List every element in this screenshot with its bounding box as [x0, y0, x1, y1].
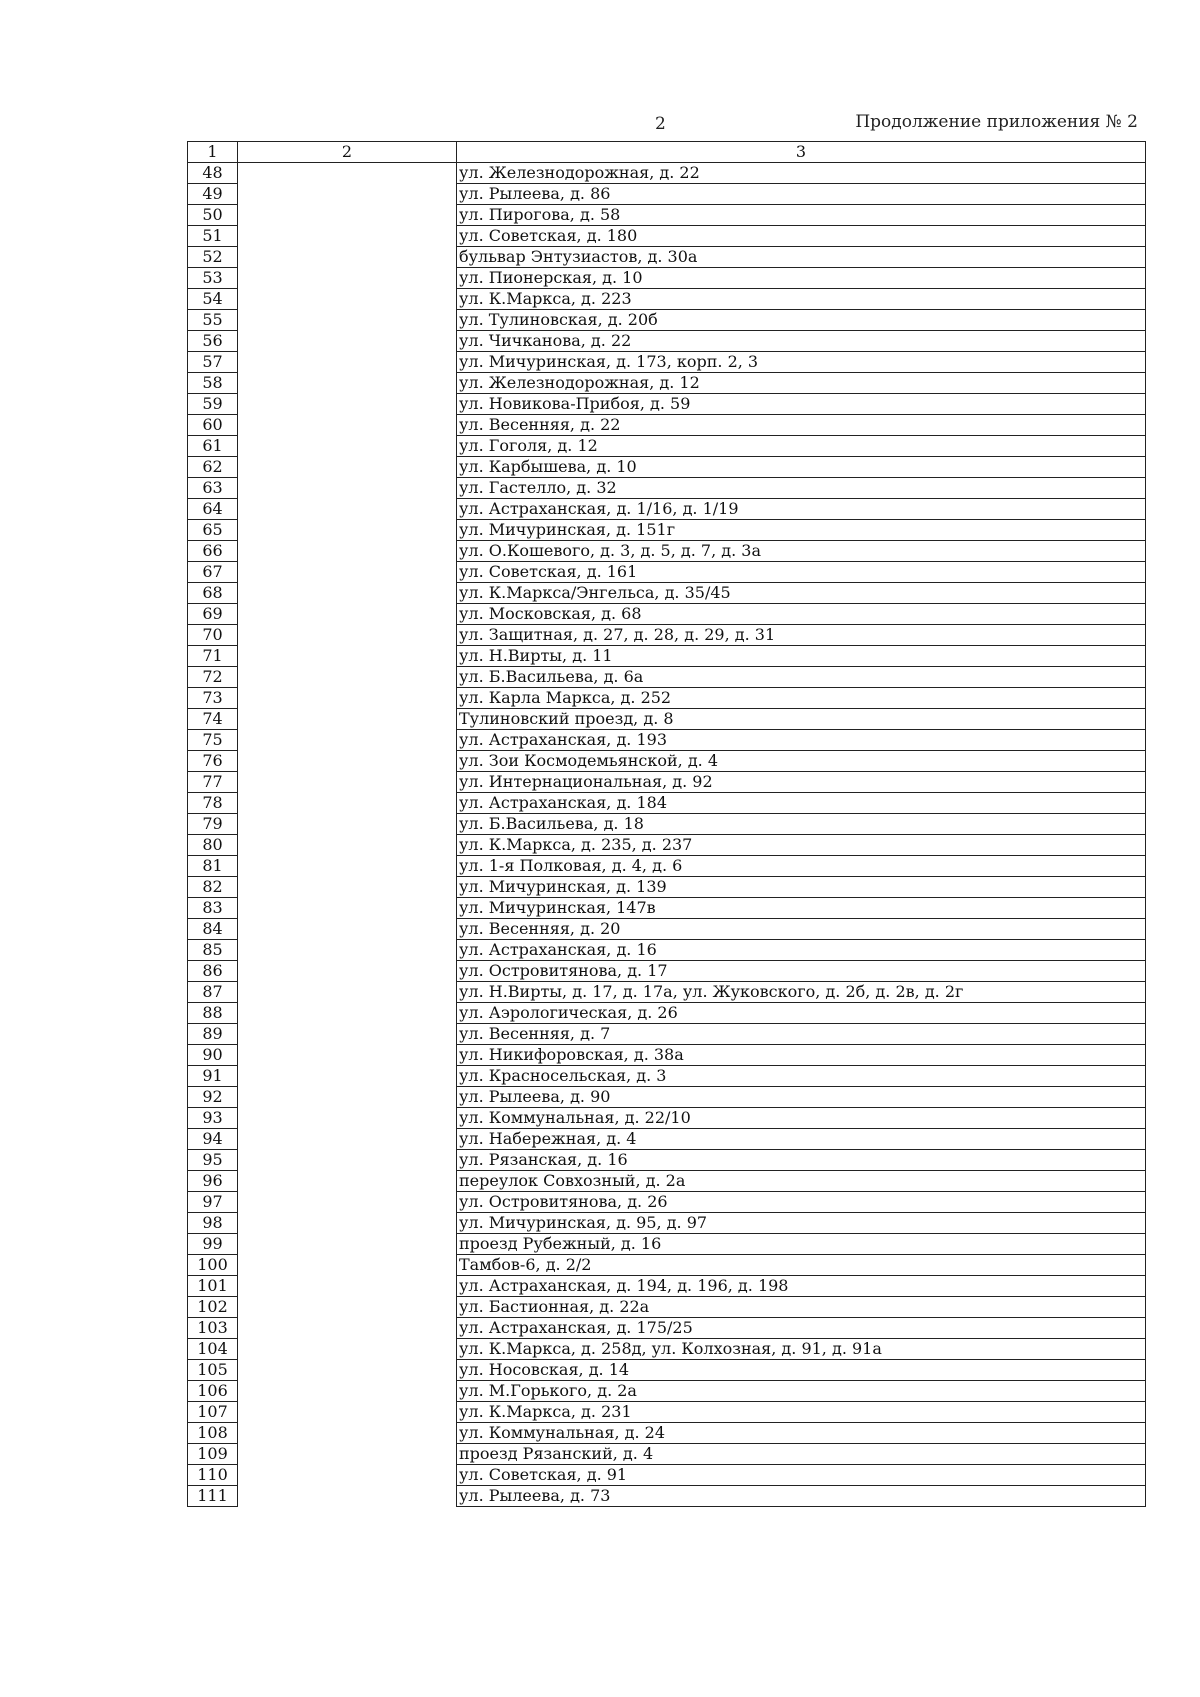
row-number: 107	[188, 1402, 238, 1423]
row-number: 108	[188, 1423, 238, 1444]
address-cell: ул. Пионерская, д. 10	[457, 268, 1146, 289]
address-cell: ул. Островитянова, д. 26	[457, 1192, 1146, 1213]
address-cell: ул. Весенняя, д. 20	[457, 919, 1146, 940]
page-number: 2	[655, 114, 666, 134]
row-number: 66	[188, 541, 238, 562]
row-number: 72	[188, 667, 238, 688]
row-number: 106	[188, 1381, 238, 1402]
row-number: 61	[188, 436, 238, 457]
row-number: 102	[188, 1297, 238, 1318]
address-cell: ул. К.Маркса/Энгельса, д. 35/45	[457, 583, 1146, 604]
address-table	[187, 141, 1146, 1507]
row-number: 84	[188, 919, 238, 940]
row-number: 53	[188, 268, 238, 289]
row-number: 85	[188, 940, 238, 961]
address-cell: ул. Новикова-Прибоя, д. 59	[457, 394, 1146, 415]
row-number: 81	[188, 856, 238, 877]
address-cell: проезд Рубежный, д. 16	[457, 1234, 1146, 1255]
row-number: 59	[188, 394, 238, 415]
row-number: 73	[188, 688, 238, 709]
row-number: 103	[188, 1318, 238, 1339]
address-cell: ул. Астраханская, д. 175/25	[457, 1318, 1146, 1339]
row-number: 63	[188, 478, 238, 499]
row-number: 111	[188, 1486, 238, 1507]
address-cell: ул. Железнодорожная, д. 22	[457, 163, 1146, 184]
row-number: 80	[188, 835, 238, 856]
address-cell: Тулиновский проезд, д. 8	[457, 709, 1146, 730]
row-number: 74	[188, 709, 238, 730]
row-number: 68	[188, 583, 238, 604]
row-number: 78	[188, 793, 238, 814]
row-number: 69	[188, 604, 238, 625]
address-cell: переулок Совхозный, д. 2а	[457, 1171, 1146, 1192]
address-cell: ул. Н.Вирты, д. 11	[457, 646, 1146, 667]
row-number: 58	[188, 373, 238, 394]
row-number: 101	[188, 1276, 238, 1297]
address-cell: ул. Носовская, д. 14	[457, 1360, 1146, 1381]
row-number: 56	[188, 331, 238, 352]
address-cell: ул. Весенняя, д. 22	[457, 415, 1146, 436]
address-cell: ул. К.Маркса, д. 258д, ул. Колхозная, д. 91, д. 91а	[457, 1339, 1146, 1360]
row-number: 51	[188, 226, 238, 247]
address-cell: бульвар Энтузиастов, д. 30а	[457, 247, 1146, 268]
column-header-1: 1	[188, 142, 238, 163]
address-cell: ул. Рылеева, д. 86	[457, 184, 1146, 205]
row-number: 64	[188, 499, 238, 520]
address-cell: ул. К.Маркса, д. 231	[457, 1402, 1146, 1423]
address-cell: ул. Пирогова, д. 58	[457, 205, 1146, 226]
address-cell: ул. Мичуринская, д. 173, корп. 2, 3	[457, 352, 1146, 373]
address-cell: ул. Зои Космодемьянской, д. 4	[457, 751, 1146, 772]
address-cell: ул. Советская, д. 161	[457, 562, 1146, 583]
address-cell: ул. Карбышева, д. 10	[457, 457, 1146, 478]
address-cell: ул. 1-я Полковая, д. 4, д. 6	[457, 856, 1146, 877]
address-cell: ул. Н.Вирты, д. 17, д. 17а, ул. Жуковского, д. 2б, д. 2в, д. 2г	[457, 982, 1146, 1003]
address-cell: ул. Б.Васильева, д. 18	[457, 814, 1146, 835]
column-header-2: 2	[238, 142, 457, 163]
row-number: 104	[188, 1339, 238, 1360]
row-number: 48	[188, 163, 238, 184]
row-number: 49	[188, 184, 238, 205]
row-number: 77	[188, 772, 238, 793]
table-header-row	[188, 142, 1146, 163]
address-cell: ул. Мичуринская, д. 95, д. 97	[457, 1213, 1146, 1234]
row-number: 109	[188, 1444, 238, 1465]
address-cell: ул. Мичуринская, 147в	[457, 898, 1146, 919]
address-cell: ул. Мичуринская, д. 151г	[457, 520, 1146, 541]
address-cell: ул. Советская, д. 180	[457, 226, 1146, 247]
address-cell: ул. Островитянова, д. 17	[457, 961, 1146, 982]
address-cell: ул. Б.Васильева, д. 6а	[457, 667, 1146, 688]
address-cell: ул. Карла Маркса, д. 252	[457, 688, 1146, 709]
address-cell: ул. Весенняя, д. 7	[457, 1024, 1146, 1045]
row-number: 65	[188, 520, 238, 541]
address-cell: ул. Астраханская, д. 184	[457, 793, 1146, 814]
address-cell: ул. Чичканова, д. 22	[457, 331, 1146, 352]
row-number: 82	[188, 877, 238, 898]
column-2-merged-cell	[238, 163, 457, 1507]
row-number: 92	[188, 1087, 238, 1108]
address-cell: ул. Гастелло, д. 32	[457, 478, 1146, 499]
address-cell: ул. Рязанская, д. 16	[457, 1150, 1146, 1171]
row-number: 89	[188, 1024, 238, 1045]
address-cell: проезд Рязанский, д. 4	[457, 1444, 1146, 1465]
address-cell: ул. Коммунальная, д. 24	[457, 1423, 1146, 1444]
address-cell: ул. Астраханская, д. 194, д. 196, д. 198	[457, 1276, 1146, 1297]
address-cell: ул. Набережная, д. 4	[457, 1129, 1146, 1150]
address-cell: ул. Астраханская, д. 1/16, д. 1/19	[457, 499, 1146, 520]
row-number: 97	[188, 1192, 238, 1213]
row-number: 93	[188, 1108, 238, 1129]
table-row	[188, 163, 1146, 184]
address-cell: ул. Советская, д. 91	[457, 1465, 1146, 1486]
row-number: 87	[188, 982, 238, 1003]
row-number: 67	[188, 562, 238, 583]
column-header-3: 3	[457, 142, 1146, 163]
row-number: 75	[188, 730, 238, 751]
address-cell: ул. Тулиновская, д. 20б	[457, 310, 1146, 331]
row-number: 54	[188, 289, 238, 310]
row-number: 105	[188, 1360, 238, 1381]
address-cell: Тамбов-6, д. 2/2	[457, 1255, 1146, 1276]
row-number: 95	[188, 1150, 238, 1171]
row-number: 55	[188, 310, 238, 331]
address-cell: ул. Московская, д. 68	[457, 604, 1146, 625]
table-body	[188, 163, 1146, 1507]
row-number: 86	[188, 961, 238, 982]
row-number: 76	[188, 751, 238, 772]
row-number: 62	[188, 457, 238, 478]
row-number: 100	[188, 1255, 238, 1276]
address-cell: ул. Мичуринская, д. 139	[457, 877, 1146, 898]
address-cell: ул. Рылеева, д. 73	[457, 1486, 1146, 1507]
row-number: 91	[188, 1066, 238, 1087]
address-cell: ул. К.Маркса, д. 235, д. 237	[457, 835, 1146, 856]
row-number: 70	[188, 625, 238, 646]
row-number: 52	[188, 247, 238, 268]
row-number: 98	[188, 1213, 238, 1234]
row-number: 90	[188, 1045, 238, 1066]
address-cell: ул. Красносельская, д. 3	[457, 1066, 1146, 1087]
row-number: 94	[188, 1129, 238, 1150]
address-cell: ул. М.Горького, д. 2а	[457, 1381, 1146, 1402]
row-number: 88	[188, 1003, 238, 1024]
row-number: 96	[188, 1171, 238, 1192]
row-number: 50	[188, 205, 238, 226]
address-cell: ул. Интернациональная, д. 92	[457, 772, 1146, 793]
address-cell: ул. Никифоровская, д. 38а	[457, 1045, 1146, 1066]
address-cell: ул. Гоголя, д. 12	[457, 436, 1146, 457]
row-number: 110	[188, 1465, 238, 1486]
address-cell: ул. Астраханская, д. 193	[457, 730, 1146, 751]
address-cell: ул. Коммунальная, д. 22/10	[457, 1108, 1146, 1129]
address-cell: ул. Бастионная, д. 22а	[457, 1297, 1146, 1318]
row-number: 79	[188, 814, 238, 835]
row-number: 83	[188, 898, 238, 919]
row-number: 57	[188, 352, 238, 373]
address-cell: ул. Железнодорожная, д. 12	[457, 373, 1146, 394]
address-cell: ул. Астраханская, д. 16	[457, 940, 1146, 961]
row-number: 60	[188, 415, 238, 436]
row-number: 99	[188, 1234, 238, 1255]
continuation-label: Продолжение приложения № 2	[855, 112, 1138, 132]
address-cell: ул. Защитная, д. 27, д. 28, д. 29, д. 31	[457, 625, 1146, 646]
row-number: 71	[188, 646, 238, 667]
address-cell: ул. О.Кошевого, д. 3, д. 5, д. 7, д. 3а	[457, 541, 1146, 562]
address-cell: ул. К.Маркса, д. 223	[457, 289, 1146, 310]
address-cell: ул. Аэрологическая, д. 26	[457, 1003, 1146, 1024]
address-cell: ул. Рылеева, д. 90	[457, 1087, 1146, 1108]
